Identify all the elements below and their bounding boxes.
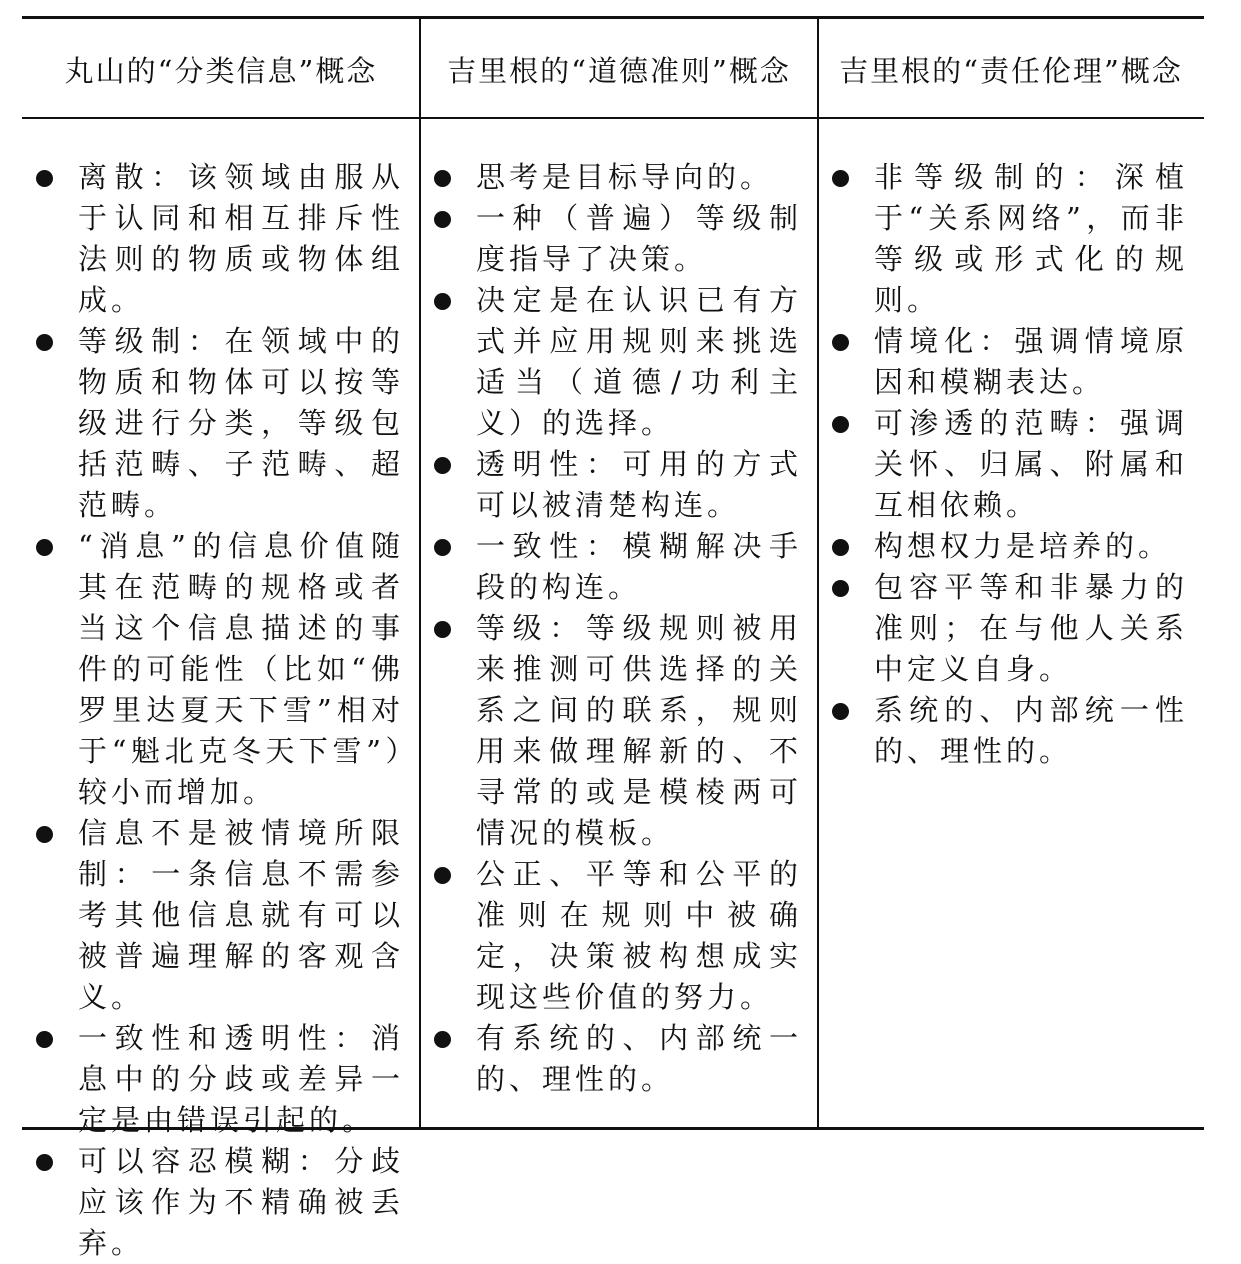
item-list <box>420 157 802 1100</box>
bullet-icon <box>434 539 451 556</box>
list-item <box>420 608 802 854</box>
column-maruyama <box>22 157 404 1264</box>
bullet-icon <box>832 416 849 433</box>
list-item-text: 离散：该领域由服从于认同和相互排斥性法则的物质或物体组成。 <box>78 160 404 317</box>
list-item <box>420 1018 802 1100</box>
list-item-text: 一致性和透明性：消息中的分歧或差异一定是由错误引起的。 <box>78 1021 404 1137</box>
list-item <box>420 444 802 526</box>
bullet-icon <box>434 1031 451 1048</box>
list-item <box>420 157 802 198</box>
header-maruyama: 丸山的“分类信息”概念 <box>64 53 378 88</box>
list-item <box>22 321 404 526</box>
list-item <box>420 280 802 444</box>
list-item-text: 有系统的、内部统一的、理性的。 <box>476 1021 802 1096</box>
list-item-text: 可渗透的范畴：强调关怀、归属、附属和互相依赖。 <box>874 406 1188 522</box>
list-item <box>818 157 1188 321</box>
bullet-icon <box>36 170 53 187</box>
bullet-icon <box>434 457 451 474</box>
list-item-text: 系统的、内部统一性的、理性的。 <box>874 693 1188 768</box>
list-item <box>22 1141 404 1264</box>
list-item <box>818 526 1188 567</box>
list-item-text: 信息不是被情境所限制：一条信息不需参考其他信息就有可以被普遍理解的客观含义。 <box>78 816 404 1014</box>
comparison-table <box>22 16 1204 1260</box>
list-item-text: 非等级制的：深植于“关系网络”，而非等级或形式化的规则。 <box>874 160 1188 317</box>
bullet-icon <box>832 539 849 556</box>
list-item <box>22 1018 404 1141</box>
list-item <box>420 198 802 280</box>
bullet-icon <box>434 867 451 884</box>
list-item-text: 公正、平等和公平的准则在规则中被确定，决策被构想成实现这些价值的努力。 <box>476 857 802 1014</box>
bullet-icon <box>36 826 53 843</box>
item-list <box>818 157 1188 772</box>
list-item <box>22 813 404 1018</box>
header-row <box>22 19 1204 119</box>
list-item-text: 包容平等和非暴力的准则；在与他人关系中定义自身。 <box>874 570 1188 686</box>
bullet-icon <box>832 334 849 351</box>
bullet-icon <box>832 703 849 720</box>
item-list <box>22 157 404 1264</box>
bullet-icon <box>36 539 53 556</box>
bullet-icon <box>832 580 849 597</box>
list-item-text: 透明性：可用的方式可以被清楚构连。 <box>476 447 802 522</box>
header-gilligan-care: 吉里根的“责任伦理”概念 <box>839 53 1183 88</box>
bullet-icon <box>434 621 451 638</box>
bullet-icon <box>36 1031 53 1048</box>
bullet-icon <box>36 334 53 351</box>
bullet-icon <box>434 211 451 228</box>
list-item-text: 一致性：模糊解决手段的构连。 <box>476 529 802 604</box>
list-item-text: “消息”的信息价值随其在范畴的规格或者当这个信息描述的事件的可能性（比如“佛罗里达夏天下雪”相对于“魁北克冬天下雪”）较小而增加。 <box>78 529 404 809</box>
bullet-icon <box>36 1154 53 1171</box>
list-item <box>818 690 1188 772</box>
list-item-text: 思考是目标导向的。 <box>476 160 774 194</box>
list-item-text: 等级：等级规则被用来推测可供选择的关系之间的联系，规则用来做理解新的、不寻常的或是模棱两可情况的模板。 <box>476 611 802 850</box>
list-item <box>22 157 404 321</box>
list-item-text: 可以容忍模糊：分歧应该作为不精确被丢弃。 <box>78 1144 404 1260</box>
list-item <box>818 403 1188 526</box>
bullet-icon <box>434 293 451 310</box>
list-item-text: 等级制：在领域中的物质和物体可以按等级进行分类，等级包括范畴、子范畴、超范畴。 <box>78 324 404 522</box>
list-item-text: 构想权力是培养的。 <box>874 529 1172 563</box>
bullet-icon <box>832 170 849 187</box>
bullet-icon <box>434 170 451 187</box>
list-item <box>818 321 1188 403</box>
list-item <box>420 526 802 608</box>
column-gilligan-care <box>818 157 1188 772</box>
list-item-text: 一种（普遍）等级制度指导了决策。 <box>476 201 802 276</box>
column-gilligan-justice <box>420 157 802 1100</box>
list-item <box>22 526 404 813</box>
list-item <box>818 567 1188 690</box>
list-item-text: 决定是在认识已有方式并应用规则来挑选适当（道德/功利主义）的选择。 <box>476 283 802 440</box>
header-gilligan-justice: 吉里根的“道德准则”概念 <box>447 53 791 88</box>
list-item-text: 情境化：强调情境原因和模糊表达。 <box>874 324 1188 399</box>
list-item <box>420 854 802 1018</box>
